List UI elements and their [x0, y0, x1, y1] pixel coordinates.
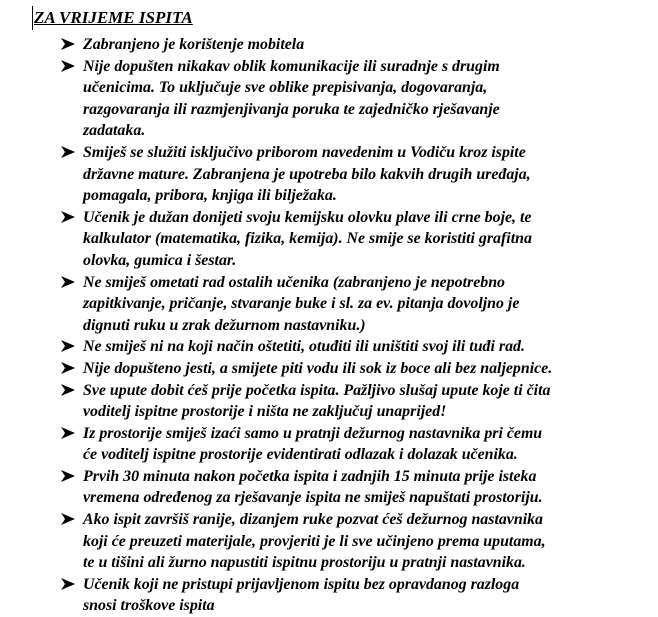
arrowhead-bullet-icon	[60, 145, 76, 159]
rule-text-line: Učenik koji ne pristupi prijavljenom ispitu bez opravdanog razloga	[83, 575, 520, 593]
rule-text-line: učenicima. To uključuje sve oblike prepisivanja, dogovaranja,	[83, 79, 488, 97]
rule-text-line: će voditelj ispitne prostorije evidentirati odlazak i dolazak učenika.	[83, 446, 518, 464]
rule-text-line: pomagala, pribora, knjiga ili bilježaka.	[83, 187, 337, 205]
arrowhead-bullet-icon	[60, 512, 76, 526]
rule-item	[0, 423, 638, 466]
rule-text-line: koji će preuzeti materijale, provjeriti je li sve učinjeno prema uputama,	[83, 532, 546, 550]
rule-text-line: dignuti ruku u zrak dežurnom nastavniku.)	[83, 316, 366, 334]
rule-item	[0, 574, 638, 617]
arrowhead-bullet-icon	[60, 469, 76, 483]
rule-text-line: voditelj ispitne prostorije i ništa ne zaključuj unaprijed!	[83, 403, 447, 421]
rule-text-line: zadataka.	[83, 122, 146, 140]
arrowhead-bullet-icon	[60, 275, 76, 289]
rule-text-line: razgovaranja ili razmjenjivanja poruka te zajedničko rješavanje	[83, 100, 500, 118]
rule-text-line: kalkulator (matematika, fizika, kemija). Ne smije se koristiti grafitna	[83, 230, 532, 248]
rule-item	[0, 56, 638, 142]
document-heading: ZA VRIJEME ISPITA	[34, 8, 193, 27]
rule-text-line: Iz prostorije smiješ izaći samo u pratnji dežurnog nastavnika pri čemu	[83, 424, 543, 442]
rule-item	[0, 380, 638, 423]
rule-item	[0, 336, 638, 358]
arrowhead-bullet-icon	[60, 426, 76, 440]
arrowhead-bullet-icon	[60, 210, 76, 224]
rule-text-line: Sve upute dobit ćeš prije početka ispita. Pažljivo slušaj upute koje ti čita	[83, 381, 551, 399]
rule-item	[0, 272, 638, 337]
arrowhead-bullet-icon	[60, 59, 76, 73]
text-cursor	[32, 6, 33, 30]
rule-text-line: snosi troškove ispita	[83, 597, 215, 615]
arrowhead-bullet-icon	[60, 577, 76, 591]
rule-text-line: Smiješ se služiti isključivo priborom navedenim u Vodiču kroz ispite	[83, 143, 526, 161]
rule-text-line: Ako ispit završiš ranije, dizanjem ruke pozvat ćeš dežurnog nastavnika	[83, 511, 543, 529]
arrowhead-bullet-icon	[60, 37, 76, 51]
rule-item	[0, 207, 638, 272]
rule-text-line: državne mature. Zabranjena je upotreba bilo kakvih drugih uređaja,	[83, 165, 531, 183]
rule-item	[0, 509, 638, 574]
rule-text-line: te u tišini ali žurno napustiti ispitnu prostoriju u pratnji nastavnika.	[83, 554, 526, 572]
rule-text-line: vremena određenog za rješavanje ispita ne smiješ napuštati prostoriju.	[83, 489, 543, 507]
rule-text-line: Učenik je dužan donijeti svoju kemijsku olovku plave ili crne boje, te	[83, 208, 532, 226]
rule-item	[0, 358, 638, 380]
rule-text-line: Prvih 30 minuta nakon početka ispita i zadnjih 15 minuta prije isteka	[83, 467, 537, 485]
rule-text-line: Zabranjeno je korištenje mobitela	[83, 36, 305, 53]
rule-item	[0, 142, 638, 207]
rule-item	[0, 466, 638, 509]
arrowhead-bullet-icon	[60, 383, 76, 397]
rule-text-line: Nije dopušteno jesti, a smijete piti vodu ili sok iz boce ali bez naljepnice.	[83, 359, 553, 377]
rule-text-line: olovka, gumica i šestar.	[83, 251, 237, 269]
rules-list	[0, 34, 658, 617]
rule-text-line: Ne smiješ ni na koji način oštetiti, otuđiti ili uništiti svoj ili tuđi rad.	[83, 338, 525, 356]
rule-text-line: Ne smiješ ometati rad ostalih učenika (zabranjeno je nepotrebno	[83, 273, 506, 291]
rule-text-line: Nije dopušten nikakav oblik komunikacije ili suradnje s drugim	[83, 57, 500, 75]
arrowhead-bullet-icon	[60, 361, 76, 375]
rule-item	[0, 34, 638, 56]
rule-text-line: zapitkivanje, pričanje, stvaranje buke i sl. za ev. pitanja dovoljno je	[83, 295, 520, 313]
arrowhead-bullet-icon	[60, 339, 76, 353]
